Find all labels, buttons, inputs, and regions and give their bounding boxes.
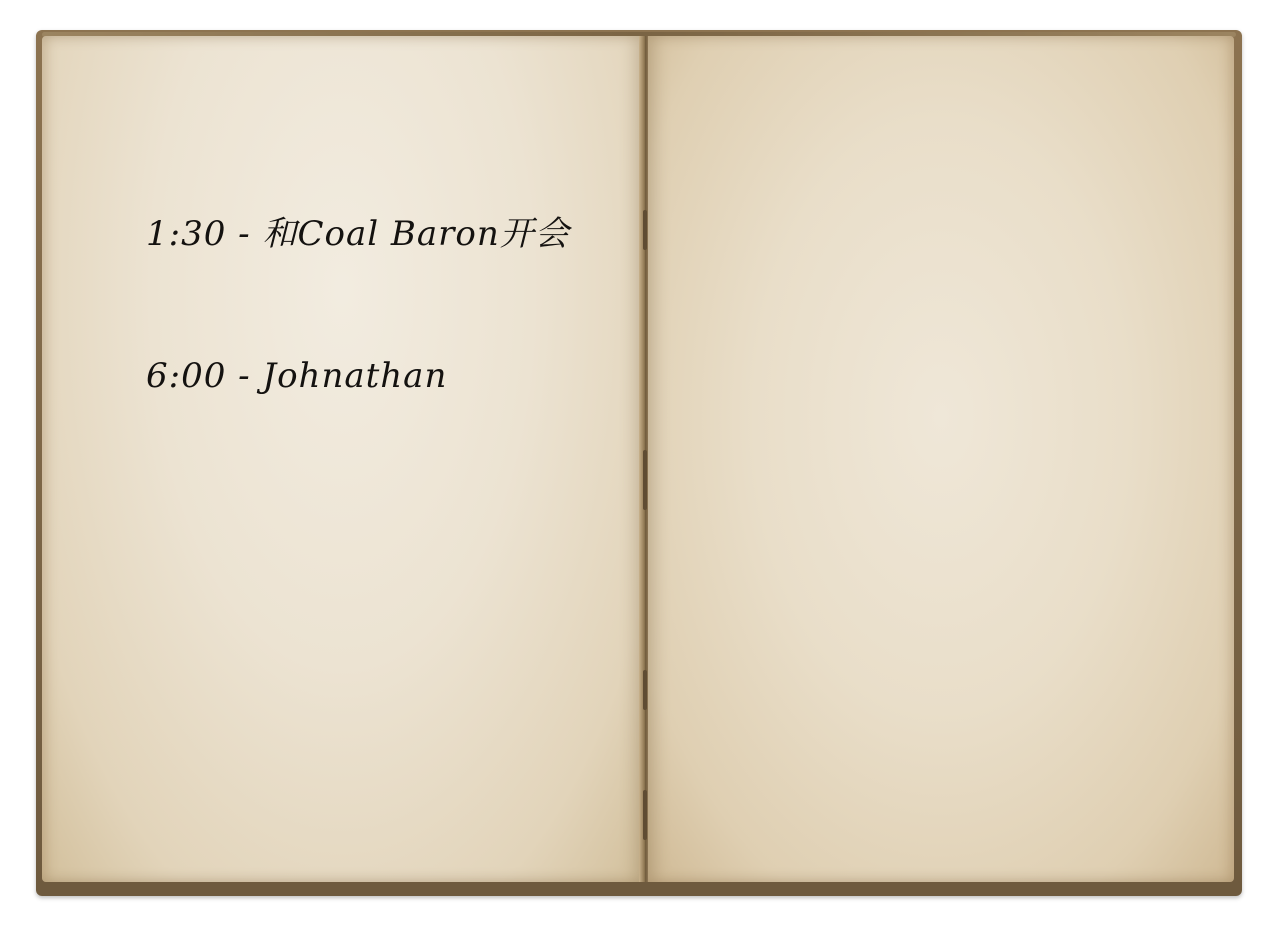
binding-stitch bbox=[643, 790, 647, 840]
binding-stitch bbox=[643, 210, 647, 250]
schedule-entry: 1:30 - 和Coal Baron开会 bbox=[146, 214, 570, 254]
binding-stitch bbox=[643, 670, 647, 710]
binding-stitch bbox=[643, 450, 647, 510]
right-page bbox=[648, 36, 1234, 882]
left-page bbox=[42, 36, 642, 882]
open-notebook bbox=[36, 30, 1242, 896]
schedule-entry: 6:00 - Johnathan bbox=[146, 356, 448, 396]
